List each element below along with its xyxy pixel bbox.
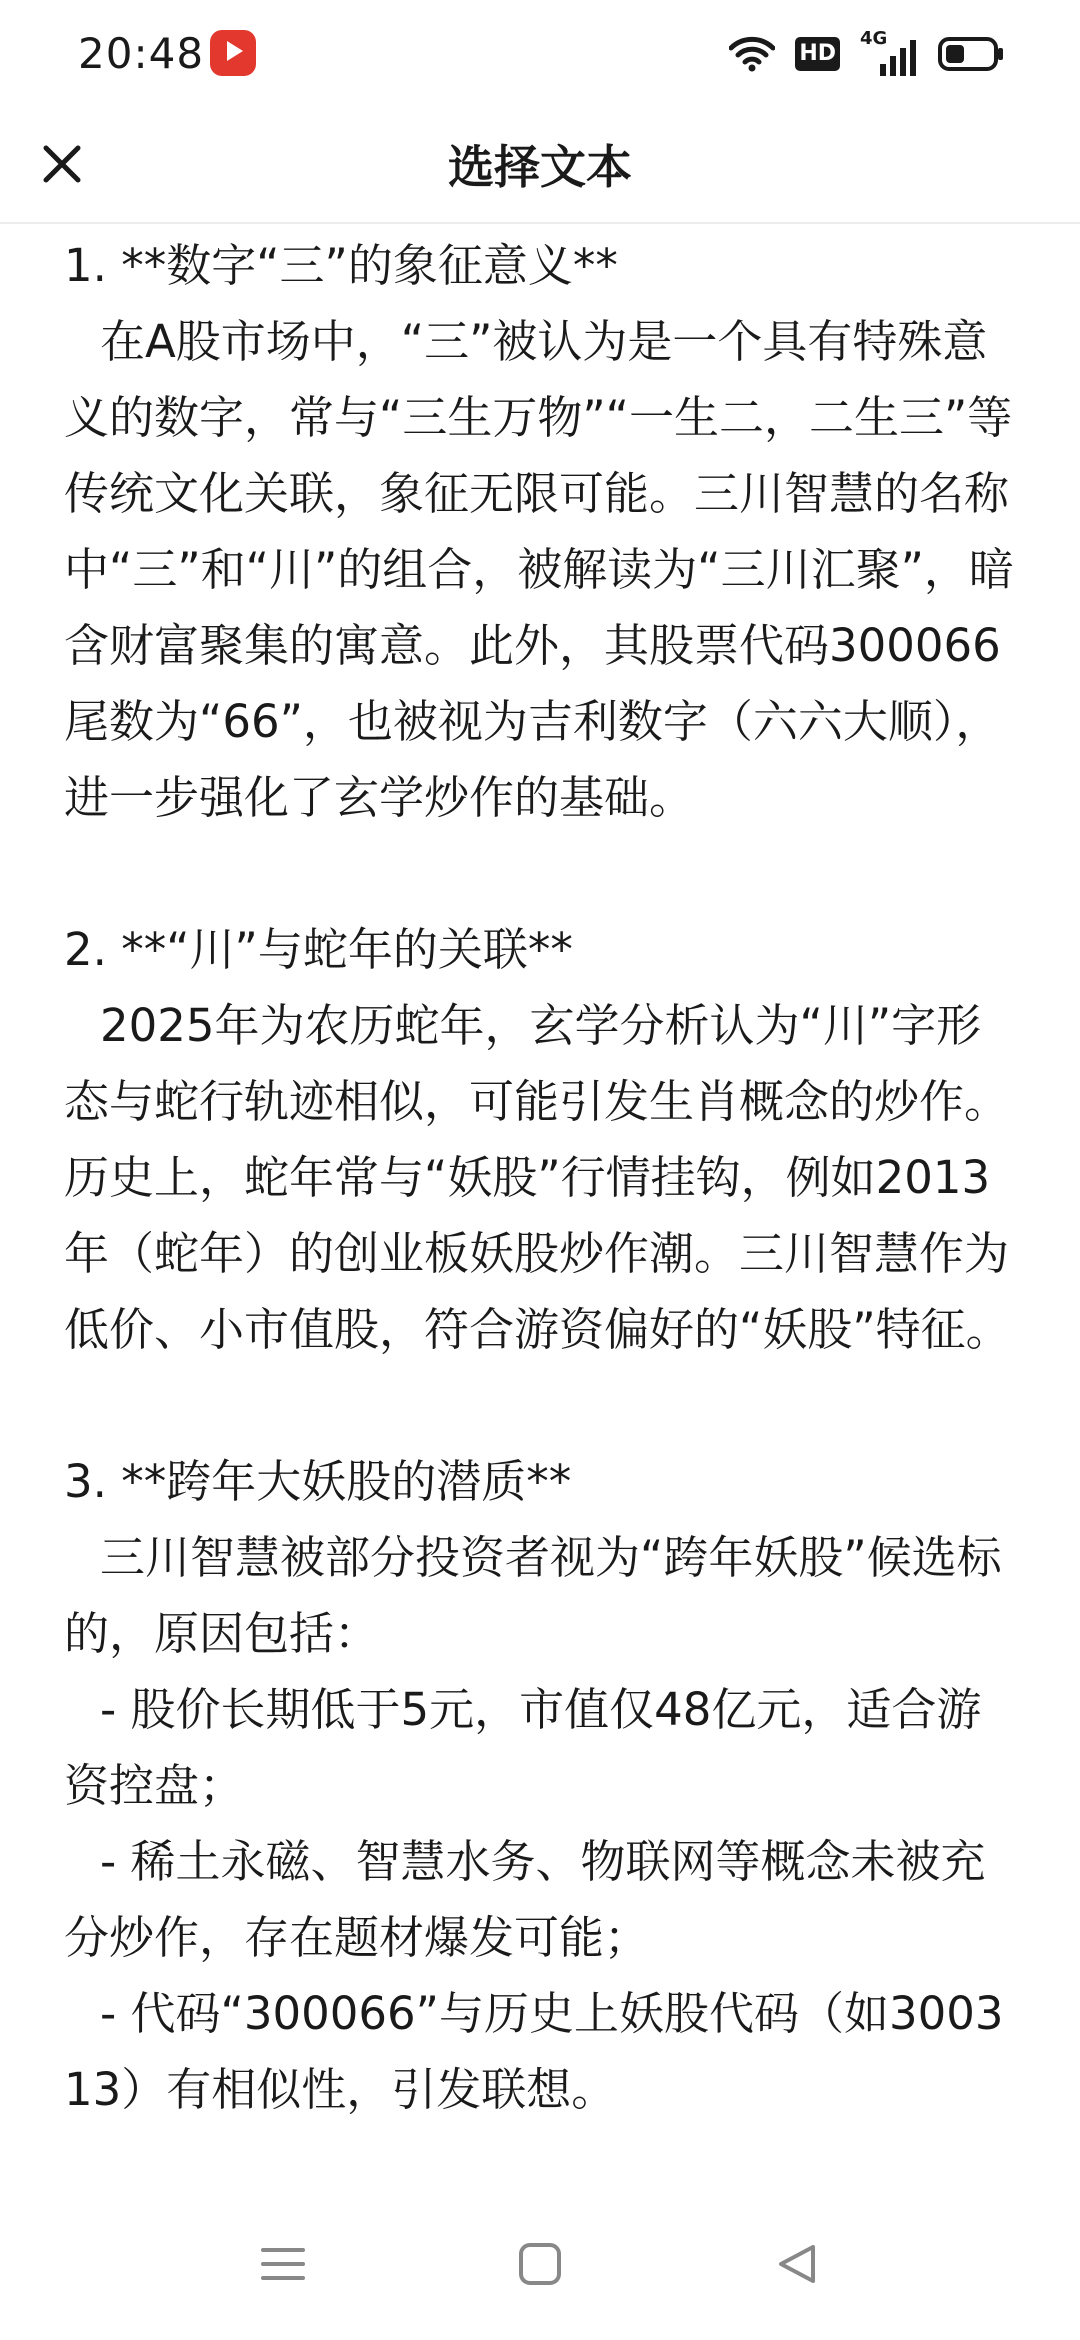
video-app-notification-icon xyxy=(210,30,256,76)
text-section-2 xyxy=(64,912,1024,1368)
text-section-1 xyxy=(64,228,1024,836)
text-list-item[interactable]: - 股价长期低于5元，市值仅48亿元，适合游资控盘； xyxy=(64,1683,982,1812)
home-square-icon xyxy=(518,2242,562,2290)
cellular-signal-icon xyxy=(860,30,918,78)
home-button[interactable] xyxy=(505,2236,575,2296)
back-triangle-icon xyxy=(775,2242,819,2290)
battery-icon xyxy=(938,37,1004,71)
page-title: 选择文本 xyxy=(448,140,632,194)
section-heading[interactable]: 1. **数字“三”的象征意义** xyxy=(64,239,618,292)
wifi-icon xyxy=(729,36,775,72)
status-time: 20:48 xyxy=(78,29,205,78)
text-paragraph[interactable]: 三川智慧被部分投资者视为“跨年妖股”候选标的，原因包括： xyxy=(64,1531,1002,1660)
selectable-text-area[interactable] xyxy=(64,228,1024,2204)
menu-button[interactable] xyxy=(248,2236,318,2296)
text-list-item[interactable]: - 代码“300066”与历史上妖股代码（如300313）有相似性，引发联想。 xyxy=(64,1987,1004,2116)
back-button[interactable] xyxy=(762,2236,832,2296)
text-section-3 xyxy=(64,1444,1024,2128)
status-bar xyxy=(0,0,1080,110)
network-type-label: 4G xyxy=(860,28,888,49)
section-heading[interactable]: 3. **跨年大妖股的潜质** xyxy=(64,1455,572,1508)
text-list-item[interactable]: - 稀土永磁、智慧水务、物联网等概念未被充分炒作，存在题材爆发可能； xyxy=(64,1835,986,1964)
text-paragraph[interactable]: 2025年为农历蛇年，玄学分析认为“川”字形态与蛇行轨迹相似，可能引发生肖概念的炒作。历史上，蛇年常与“妖股”行情挂钩，例如2013年（蛇年）的创业板妖股炒作潮。三川智慧作为低价、小市值股，符合游资偏好的“妖股”特征。 xyxy=(64,999,1011,1356)
status-icons xyxy=(729,28,1004,80)
menu-icon xyxy=(259,2244,307,2288)
section-heading[interactable]: 2. **“川”与蛇年的关联** xyxy=(64,923,573,976)
text-paragraph[interactable]: 在A股市场中，“三”被认为是一个具有特殊意义的数字，常与“三生万物”“一生二，二生三”等传统文化关联，象征无限可能。三川智慧的名称中“三”和“川”的组合，被解读为“三川汇聚”，暗含财富聚集的寓意。此外，其股票代码300066尾数为“66”，也被视为吉利数字（六六大顺），进一步强化了玄学炒作的基础。 xyxy=(64,315,1014,824)
system-navigation-bar xyxy=(0,2216,1080,2306)
hd-badge: HD xyxy=(795,37,840,71)
title-bar xyxy=(0,110,1080,224)
